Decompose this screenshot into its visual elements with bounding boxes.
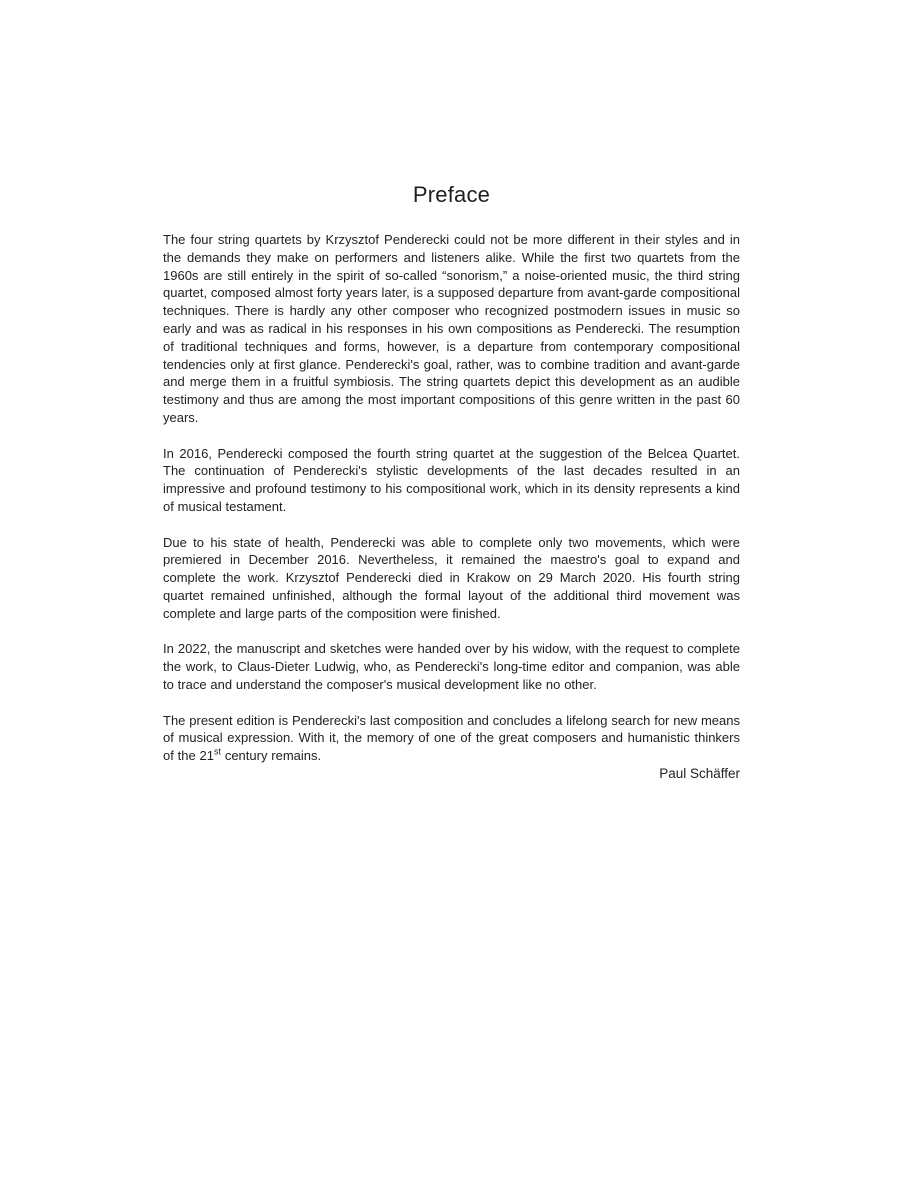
preface-page — [163, 182, 740, 783]
paragraph-fourth-quartet-2016: In 2016, Penderecki composed the fourth string quartet at the suggestion of the Belcea Quartet. The continuation of Penderecki's stylistic developments of the last decades resulted in an impressive and profound testimony to his compositional work, which in its density represents a kind of musical testament. — [163, 445, 740, 514]
ordinal-superscript: st — [214, 746, 222, 757]
paragraph-present-edition — [163, 712, 740, 765]
page-title: Preface — [412, 182, 491, 207]
paragraph-present-edition-text-after: century remains. — [221, 748, 322, 764]
paragraph-manuscript-2022: In 2022, the manuscript and sketches were handed over by his widow, with the request to complete the work, to Claus-Dieter Ludwig, who, as Penderecki's long-time editor and companion, was able to trace and understand the composer's musical development like no other. — [163, 641, 740, 692]
paragraph-quartets-overview: The four string quartets by Krzysztof Penderecki could not be more different in their styles and in the demands they make on performers and listeners alike. While the first two quartets from the 1960s are still entirely in the spirit of so-called “sonorism,” a noise-oriented music, the third string quartet, composed almost forty years later, is a supposed departure from avant-garde compositional techniques. There is hardly any other composer who recognized postmodern issues in music so early and was as radical in his responses in his own compositions as Penderecki. The resumption of traditional techniques and forms, however, is a departure from contemporary compositional tendencies only at first glance. Penderecki's goal, rather, was to combine tradition and avant-garde and merge them in a fruitful symbiosis. The string quartets depict this development as an audible testimony and thus are among the most important compositions of this genre written in the past 60 years. — [163, 232, 740, 425]
author-signature: Paul Schäffer — [659, 765, 740, 781]
paragraph-health-and-death: Due to his state of health, Penderecki was able to complete only two movements, which were premiered in December 2016. Nevertheless, it remained the maestro's goal to expand and complete the work. Krzysztof Penderecki died in Krakow on 29 March 2020. His fourth string quartet remained unfinished, although the formal layout of the additional third movement was complete and large parts of the composition were finished. — [163, 534, 740, 621]
paragraph-present-edition-text: The present edition is Penderecki's last composition and concludes a lifelong search for new means of musical expression. With it, the memory of one of the great composers and humanistic thinkers of the 21 — [163, 712, 740, 764]
